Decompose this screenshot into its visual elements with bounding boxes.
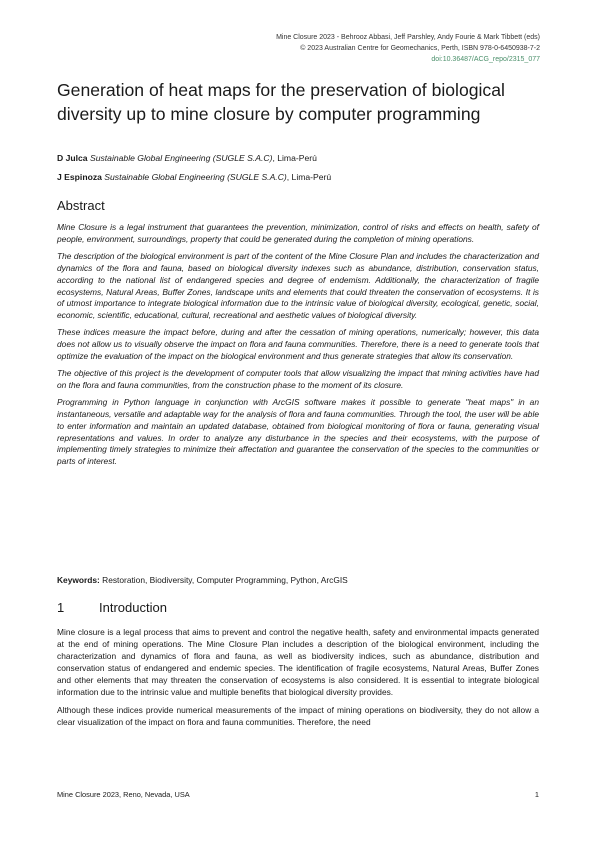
section-title: Introduction [99, 600, 167, 615]
keywords-label: Keywords: [57, 575, 100, 585]
header-proceedings: Mine Closure 2023 - Behrooz Abbasi, Jeff Parshley, Andy Fourie & Mark Tibbett (eds) [276, 34, 540, 41]
running-header [120, 32, 540, 65]
paper-title: Generation of heat maps for the preservation of biological diversity up to mine closure by computer programming [57, 80, 505, 124]
author-name: J Espinoza [57, 172, 102, 182]
author-location: , Lima-Perú [286, 172, 332, 182]
abstract-heading: Abstract [57, 198, 105, 213]
abstract-paragraph: These indices measure the impact before, during and after the cessation of mining operations, numerically; however, this data does not allow us to visually observe the impact on flora and fauna communities. Therefore, there is a need to generate tools that optimize the evaluation of the impact on the biological environment and thus generate strategies that allow its conservation. [57, 327, 539, 362]
abstract-paragraph: The description of the biological environment is part of the content of the Mine Closure Plan and includes the characterization and dynamics of the flora and fauna, based on biological diversity indexes such as abundance, distribution, conservation status, according to the national list of endangered species and degree of endemism. Additionally, the characterization of fragile ecosystems, Natural Areas, Buffer Zones, landscape units and elements that could threaten the conservation of ecosystems. It is of utmost importance to integrate biological information due to the intrinsic value of biological diversity, ecological, genetic, social, economic, scientific, educational, cultural, recreational and aesthetic values of biological diversity. [57, 250, 539, 321]
author-affiliation: Sustainable Global Engineering (SUGLE S.A.C) [104, 172, 287, 182]
keywords [57, 574, 539, 586]
body-paragraph: Mine closure is a legal process that aims to prevent and control the negative health, safety and environmental impacts generated at the end of mining operations. The Mine Closure Plan includes a description of the biological environment, including the characterization and dynamics of flora and fauna, as well as biodiversity indices, such as abundance, distribution and conservation status of endangered and endemic species. The identification of fragile ecosystems, Natural Areas, Buffer Zones and other elements that may threaten the conservation of ecosystems is also considered. It is essential to integrate biological information due to the intrinsic value and multiple benefits that biological diversity provides. [57, 627, 539, 697]
author-line [57, 171, 331, 183]
page-number: 1 [534, 790, 539, 799]
author-location: , Lima-Perú [272, 153, 317, 163]
abstract-paragraph: The objective of this project is the development of computer tools that allow visualizing the impact that mining activities have had on the flora and fauna communities, from the construction phase to the moment of its closure. [57, 367, 539, 390]
abstract-paragraph: Programming in Python language in conjunction with ArcGIS software makes it possible to generate "heat maps" in an instantaneous, versatile and adaptable way for the analysis of flora and fauna communities. Through the tool, the user will be able to enter information and maintain an updated database, obtained from biological monitoring of flora or fauna, generating visual representations and values. In order to analyze any disturbance in the species and their ecosystems, with the purpose of implementing timely strategies to minimize their affectation and guarantee the conservation of the species to the communities or parts of interest. [57, 396, 539, 467]
introduction-body [57, 626, 539, 734]
footer-conference: Mine Closure 2023, Reno, Nevada, USA [57, 790, 190, 799]
section-number: 1 [57, 600, 65, 615]
author-affiliation: Sustainable Global Engineering (SUGLE S.A.C) [89, 153, 273, 163]
header-doi[interactable]: doi:10.36487/ACG_repo/2315_077 [431, 56, 540, 63]
author-line [57, 152, 317, 164]
keywords-list: Restoration, Biodiversity, Computer Programming, Python, ArcGIS [99, 575, 348, 585]
abstract-paragraph: Mine Closure is a legal instrument that guarantees the prevention, minimization, control of risks and effects on health, safety of people, environment, surroundings, property that could be generated during the completion of mining operations. [57, 222, 539, 244]
abstract-body [57, 222, 539, 473]
body-paragraph: Although these indices provide numerical measurements of the impact of mining operations on biodiversity, they do not allow a clear visualization of the impact on flora and fauna communities. Therefore, the need [57, 705, 539, 727]
header-copyright: © 2023 Australian Centre for Geomechanics, Perth, ISBN 978-0-6450938-7-2 [300, 45, 540, 52]
section-heading-introduction [57, 600, 167, 615]
author-name: D Julca [57, 153, 88, 163]
